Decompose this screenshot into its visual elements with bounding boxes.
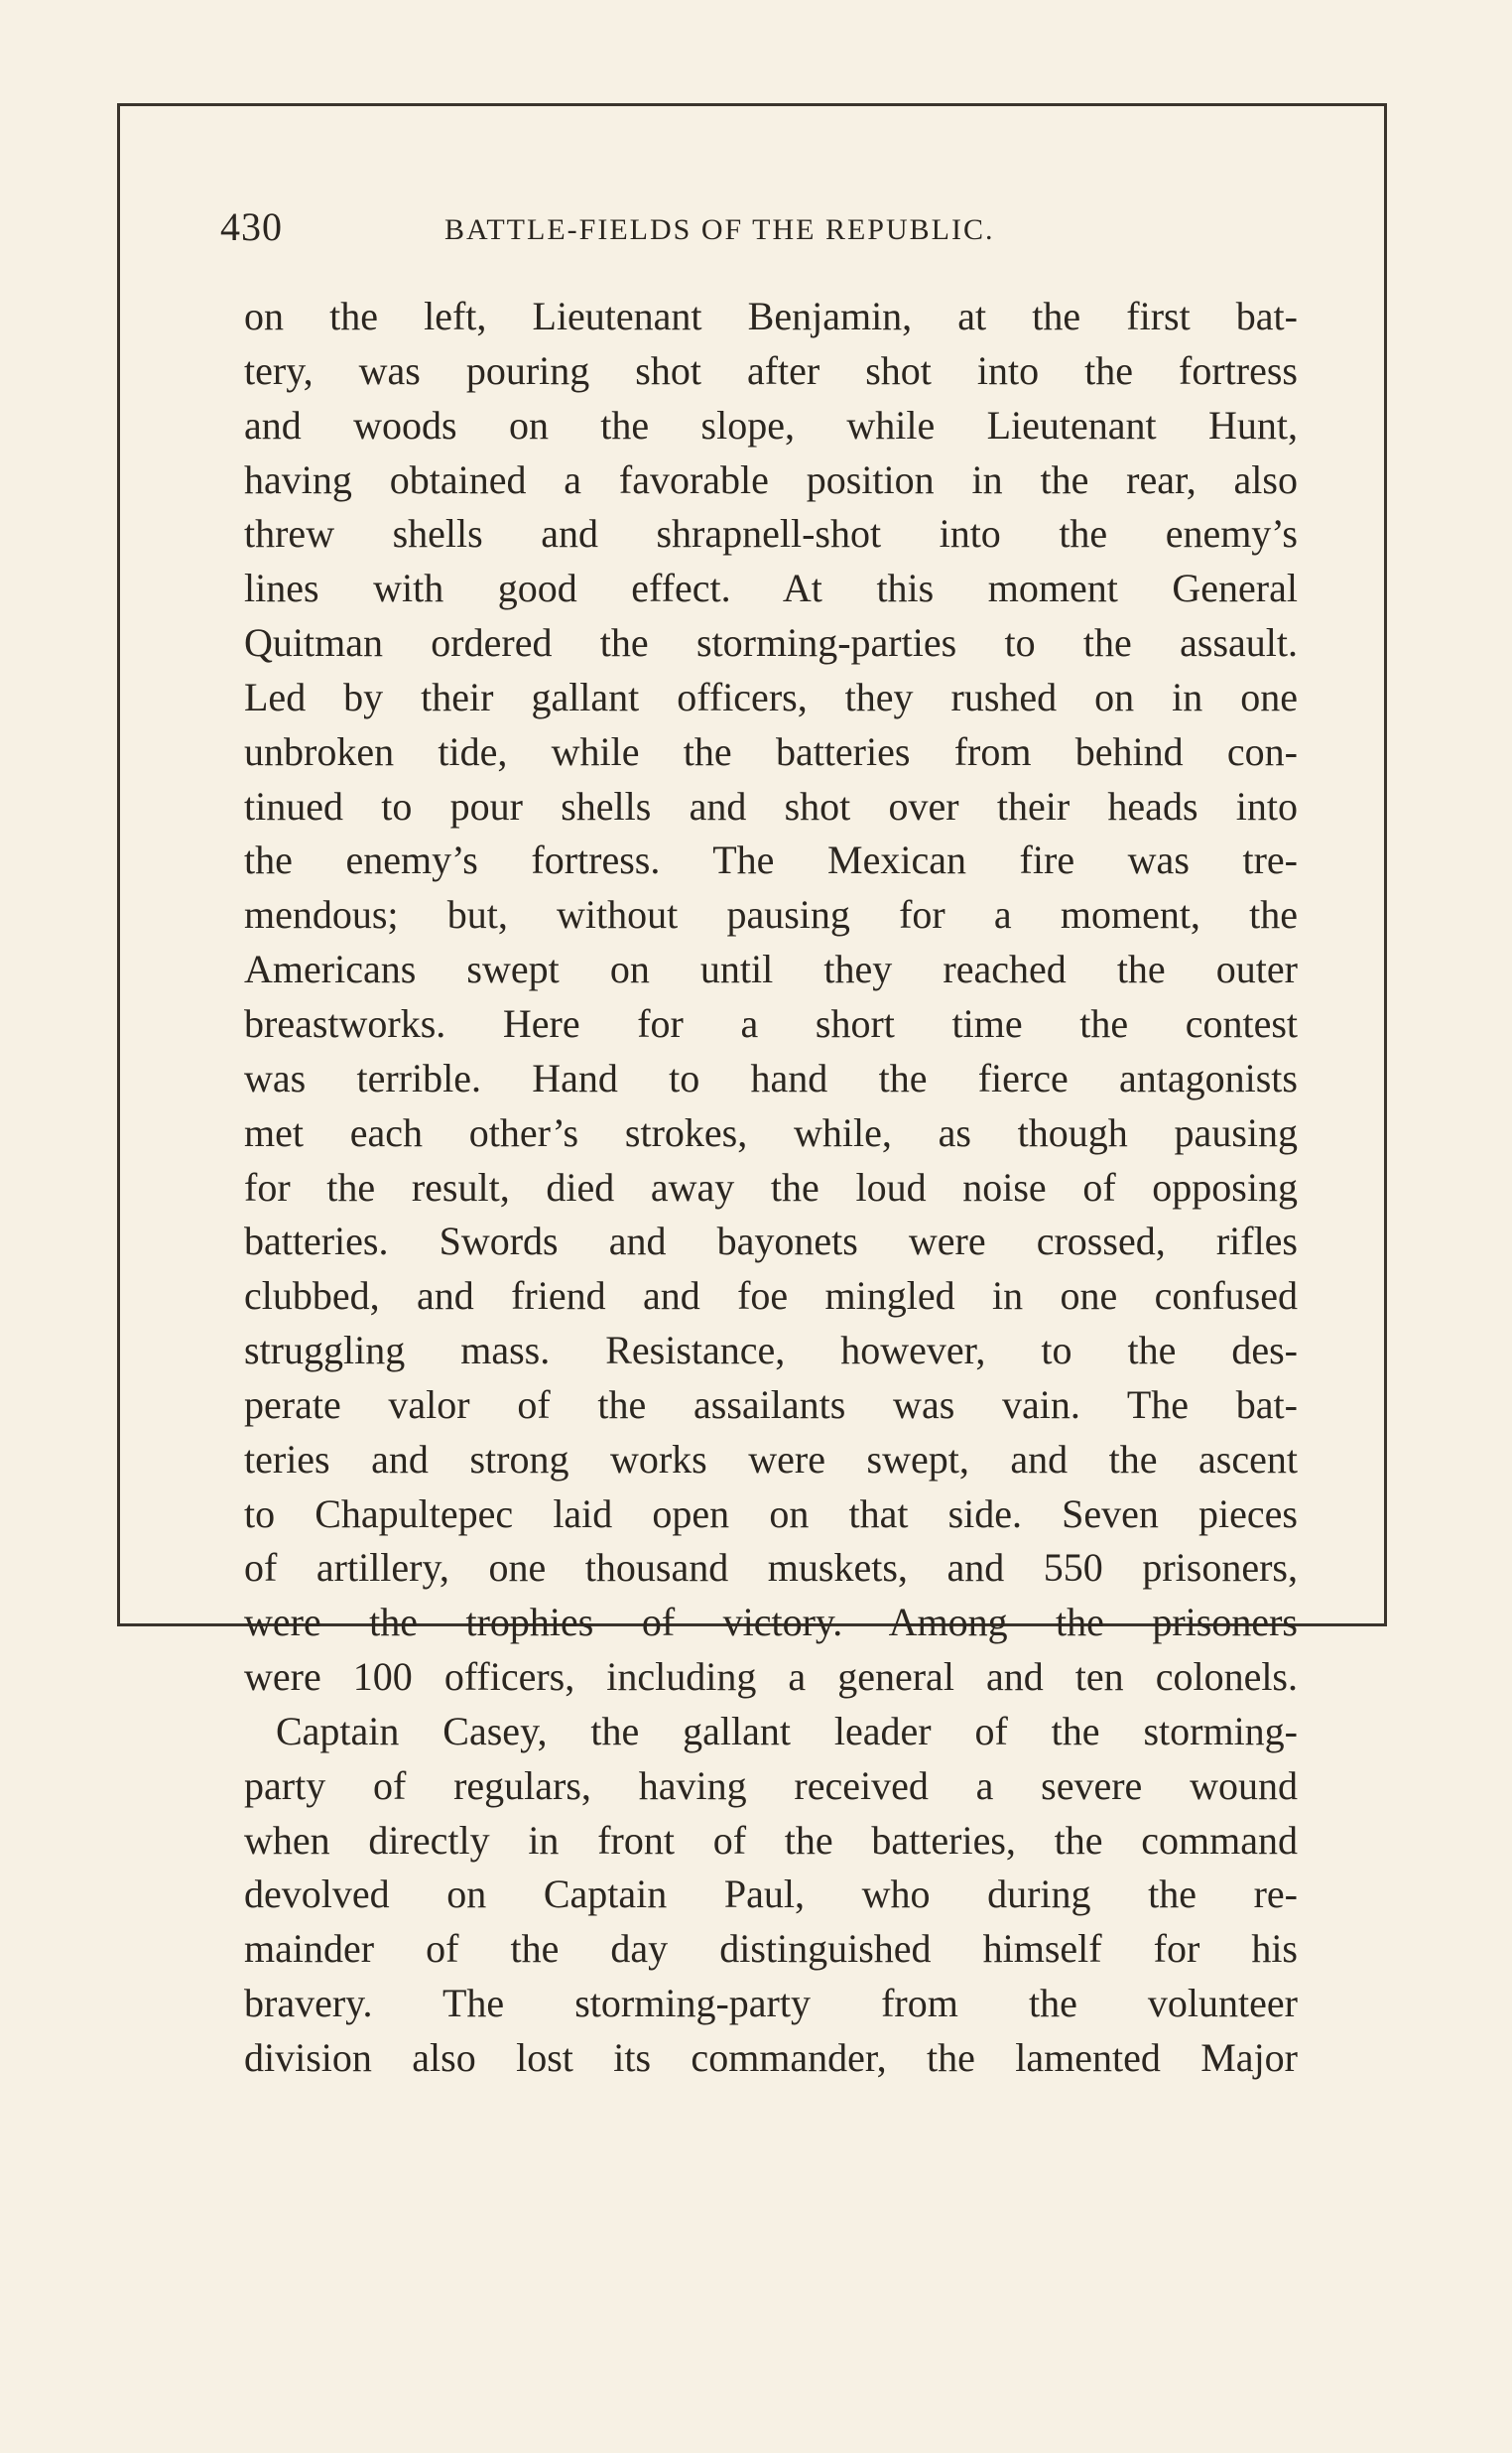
text-line: Led by their gallant officers, they rushed on in one <box>244 674 1298 719</box>
text-line: when directly in front of the batteries, the command <box>244 1817 1298 1863</box>
page-frame-left-rule <box>117 103 120 1625</box>
page-number: 430 <box>220 204 283 249</box>
text-line: lines with good effect. At this moment General <box>244 566 1298 611</box>
text-line: batteries. Swords and bayonets were crossed, rifles <box>244 1219 1298 1264</box>
text-line: Americans swept on until they reached the outer <box>244 947 1298 992</box>
text-line: unbroken tide, while the batteries from behind con- <box>244 728 1298 774</box>
text-line: having obtained a favorable position in the rear, also <box>244 456 1298 502</box>
text-line: clubbed, and friend and foe mingled in one confused <box>244 1273 1298 1319</box>
text-line: and woods on the slope, while Lieutenant Hunt, <box>244 402 1298 448</box>
text-line: were the trophies of victory. Among the prisoners <box>244 1600 1298 1645</box>
text-line: to Chapultepec laid open on that side. Seven pieces <box>244 1490 1298 1536</box>
text-line: was terrible. Hand to hand the fierce antagonists <box>244 1055 1298 1100</box>
text-line: met each other’s strokes, while, as though pausing <box>244 1109 1298 1155</box>
text-line: on the left, Lieutenant Benjamin, at the first bat- <box>244 294 1298 338</box>
text-line: bravery. The storming-party from the volunteer <box>244 1981 1298 2026</box>
text-line: struggling mass. Resistance, however, to the des- <box>244 1328 1298 1373</box>
running-head: BATTLE-FIELDS OF THE REPUBLIC. <box>444 213 995 246</box>
text-line: division also lost its commander, the lamented Major <box>244 2035 1298 2080</box>
text-line: devolved on Captain Paul, who during the re- <box>244 1872 1298 1917</box>
text-line: were 100 officers, including a general and ten colonels. <box>244 1654 1298 1700</box>
paragraph-start-line: Captain Casey, the gallant leader of the storming- <box>276 1708 1298 1753</box>
text-line: the enemy’s fortress. The Mexican fire was tre- <box>244 838 1298 883</box>
text-line: party of regulars, having received a severe wound <box>244 1762 1298 1808</box>
text-line: perate valor of the assailants was vain. The bat- <box>244 1381 1298 1427</box>
text-line: for the result, died away the loud noise of opposing <box>244 1164 1298 1210</box>
text-line: threw shells and shrapnell-shot into the enemy’s <box>244 511 1298 557</box>
text-line: of artillery, one thousand muskets, and 550 prisoners, <box>244 1545 1298 1591</box>
text-line: tery, was pouring shot after shot into the fortress <box>244 347 1298 393</box>
text-line: mainder of the day distinguished himself for his <box>244 1926 1298 1972</box>
page-header <box>220 203 1292 259</box>
text-line: Quitman ordered the storming-parties to the assault. <box>244 620 1298 666</box>
body-text <box>244 290 1298 2086</box>
text-line: teries and strong works were swept, and the ascent <box>244 1436 1298 1482</box>
text-line: mendous; but, without pausing for a moment, the <box>244 892 1298 938</box>
text-line: tinued to pour shells and shot over their heads into <box>244 783 1298 829</box>
text-line: breastworks. Here for a short time the contest <box>244 1000 1298 1046</box>
page-frame-right-rule <box>1384 103 1387 1625</box>
page-frame-top-rule <box>117 103 1387 106</box>
